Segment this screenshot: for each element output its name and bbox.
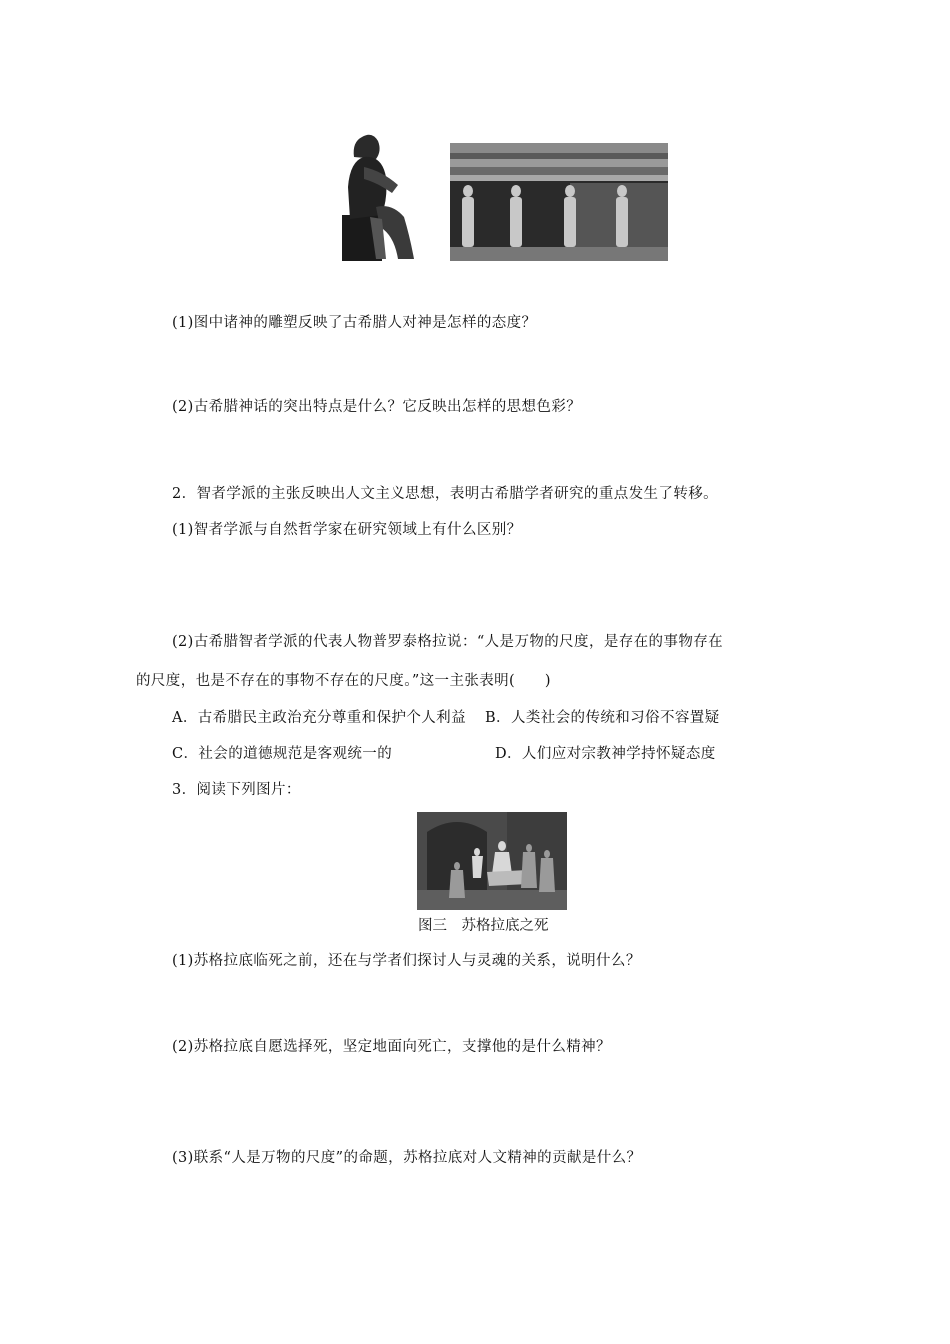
statue-image xyxy=(342,127,416,261)
q2-part1: (1)智者学派与自然哲学家在研究领域上有什么区别？ xyxy=(172,522,522,538)
q3-part1: (1)苏格拉底临死之前，还在与学者们探讨人与灵魂的关系，说明什么？ xyxy=(172,953,641,969)
q2-option-b: B．人类社会的传统和习俗不容置疑 xyxy=(485,710,720,726)
q2-option-a: A．古希腊民主政治充分尊重和保护个人利益 xyxy=(172,710,466,726)
q2-option-d: D．人们应对宗教神学持怀疑态度 xyxy=(495,746,716,762)
caryatid-image xyxy=(450,143,668,261)
q3-stem: 3．阅读下列图片： xyxy=(172,782,301,798)
q1-part2: (2)古希腊神话的突出特点是什么？它反映出怎样的思想色彩？ xyxy=(172,399,582,415)
q2-option-c: C．社会的道德规范是客观统一的 xyxy=(172,746,393,762)
painting-figure xyxy=(417,812,567,910)
painting-image xyxy=(417,812,567,910)
painting-caption: 图三 苏格拉底之死 xyxy=(418,918,549,934)
q2-stem: 2．智者学派的主张反映出人文主义思想，表明古希腊学者研究的重点发生了转移。 xyxy=(172,486,719,502)
q3-part3: (3)联系“人是万物的尺度”的命题，苏格拉底对人文精神的贡献是什么？ xyxy=(172,1150,642,1166)
q2-part2-line2: 的尺度，也是不存在的事物不存在的尺度。”这一主张表明( ) xyxy=(136,673,551,689)
statue-figure xyxy=(342,127,416,261)
q3-part2: (2)苏格拉底自愿选择死，坚定地面向死亡，支撑他的是什么精神？ xyxy=(172,1039,611,1055)
q1-part1: (1)图中诸神的雕塑反映了古希腊人对神是怎样的态度？ xyxy=(172,315,537,331)
q2-part2-line1: (2)古希腊智者学派的代表人物普罗泰格拉说：“人是万物的尺度，是存在的事物存在 xyxy=(172,634,724,650)
caryatid-figure xyxy=(450,143,668,261)
